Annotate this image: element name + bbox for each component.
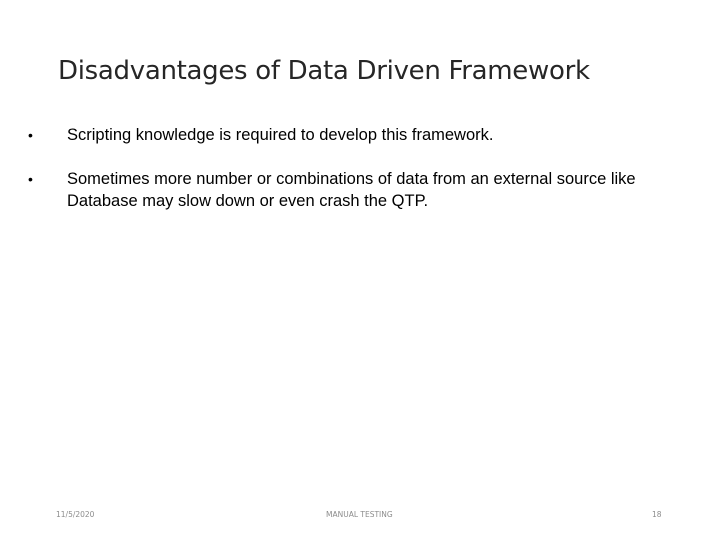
bullet-list — [28, 124, 700, 234]
list-item — [28, 168, 700, 212]
bullet-marker: • — [28, 171, 33, 187]
list-item — [28, 124, 700, 146]
footer-date: 11/5/2020 — [56, 510, 95, 519]
slide-title: Disadvantages of Data Driven Framework — [58, 56, 590, 86]
page-number: 18 — [652, 510, 662, 519]
bullet-marker: • — [28, 127, 33, 143]
bullet-text: Sometimes more number or combinations of data from an external source like Database may slow down or even crash the QTP. — [67, 170, 636, 210]
bullet-text: Scripting knowledge is required to develop this framework. — [67, 126, 494, 144]
footer-center-text: MANUAL TESTING — [326, 510, 393, 519]
